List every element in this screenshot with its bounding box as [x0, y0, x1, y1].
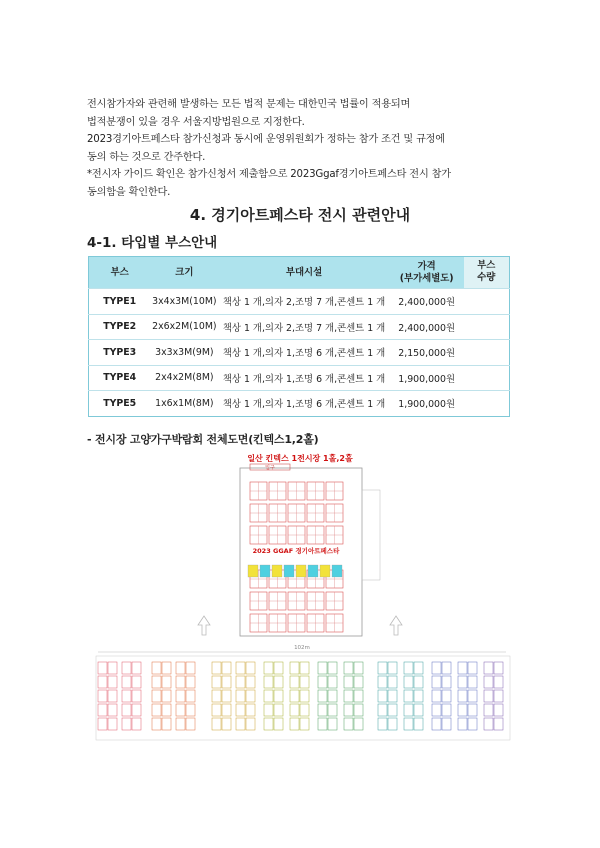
- detail-booth: [468, 718, 477, 730]
- cell-size: 3x3x3M(9M): [150, 340, 218, 366]
- detail-booth: [388, 704, 397, 716]
- detail-booth: [162, 718, 171, 730]
- detail-booth: [328, 690, 337, 702]
- detail-booth: [274, 690, 283, 702]
- table-row: [89, 391, 510, 417]
- festa-booth: [248, 565, 258, 577]
- detail-booth: [274, 676, 283, 688]
- detail-booth: [290, 690, 299, 702]
- table-row: [89, 314, 510, 340]
- detail-booth: [290, 718, 299, 730]
- detail-booth: [122, 662, 131, 674]
- detail-booth: [494, 690, 503, 702]
- detail-booth: [344, 704, 353, 716]
- detail-booth: [318, 704, 327, 716]
- detail-booth: [468, 676, 477, 688]
- detail-booth: [152, 718, 161, 730]
- detail-booth: [264, 676, 273, 688]
- detail-booth: [328, 718, 337, 730]
- detail-booth: [290, 662, 299, 674]
- detail-booth: [458, 718, 467, 730]
- cell-facilities: 책상 1 개,의자 1,조명 6 개,콘센트 1 개: [218, 391, 389, 417]
- cell-qty: [464, 289, 510, 315]
- detail-booth: [354, 704, 363, 716]
- detail-booth: [432, 662, 441, 674]
- detail-booth: [222, 718, 231, 730]
- festa-booth: [284, 565, 294, 577]
- detail-booth: [378, 676, 387, 688]
- detail-booth: [378, 662, 387, 674]
- detail-booth: [468, 690, 477, 702]
- table-header-row: [89, 257, 510, 289]
- subsection-title: 4-1. 타입별 부스안내: [87, 235, 218, 251]
- detail-booth: [212, 718, 221, 730]
- detail-booth: [414, 704, 423, 716]
- detail-booth: [300, 676, 309, 688]
- detail-booth: [108, 662, 117, 674]
- detail-booth: [98, 676, 107, 688]
- hall-label: 일산 킨텍스 1전시장 1홀,2홀: [247, 454, 353, 463]
- detail-booth: [186, 662, 195, 674]
- detail-booth: [354, 676, 363, 688]
- detail-booth: [414, 662, 423, 674]
- col-header-price-line1: 가격: [417, 260, 436, 272]
- festa-booth: [308, 565, 318, 577]
- detail-booth: [98, 690, 107, 702]
- detail-booth: [318, 676, 327, 688]
- detail-booth: [176, 690, 185, 702]
- detail-booth: [162, 704, 171, 716]
- section-title: 4. 경기아트페스타 전시 관련안내: [189, 206, 411, 224]
- detail-booth: [176, 704, 185, 716]
- detail-booth: [236, 676, 245, 688]
- detail-booth: [494, 676, 503, 688]
- detail-booth: [186, 690, 195, 702]
- detail-booth: [246, 718, 255, 730]
- exit-arrow-icon: [198, 616, 210, 635]
- detail-booth: [212, 690, 221, 702]
- cell-facilities: 책상 1 개,의자 1,조명 6 개,콘센트 1 개: [218, 365, 389, 391]
- table-row: [89, 340, 510, 366]
- table-row: [89, 289, 510, 315]
- detail-booth: [108, 690, 117, 702]
- detail-booth: [404, 718, 413, 730]
- detail-booth: [222, 704, 231, 716]
- detail-booth: [328, 704, 337, 716]
- detail-booth: [122, 704, 131, 716]
- col-header-booth: 부스: [89, 257, 151, 289]
- detail-booth: [186, 704, 195, 716]
- intro-line: 전시참가자와 관련해 발생하는 모든 법적 문제는 대한민국 법률이 적용되며: [87, 99, 411, 110]
- width-label: 102m: [294, 645, 310, 651]
- intro-line: 동의함을 확인한다.: [87, 186, 171, 198]
- detail-booth: [108, 718, 117, 730]
- detail-booth: [442, 704, 451, 716]
- cell-facilities: 책상 1 개,의자 2,조명 7 개,콘센트 1 개: [218, 289, 389, 315]
- detail-booth: [328, 676, 337, 688]
- detail-booth: [388, 662, 397, 674]
- detail-booth: [484, 704, 493, 716]
- detail-booth: [484, 718, 493, 730]
- detail-booth: [108, 676, 117, 688]
- detail-booth: [458, 704, 467, 716]
- detail-booth: [344, 662, 353, 674]
- detail-booth: [122, 676, 131, 688]
- cell-size: 1x6x1M(8M): [150, 391, 218, 417]
- detail-booth: [98, 718, 107, 730]
- booth-type-table: [88, 256, 510, 417]
- detail-booth: [404, 676, 413, 688]
- detail-booth: [354, 690, 363, 702]
- detail-booth: [236, 718, 245, 730]
- detail-booth: [404, 662, 413, 674]
- col-header-qty: [464, 257, 510, 289]
- detail-booth: [484, 676, 493, 688]
- detail-booth: [290, 676, 299, 688]
- intro-line: 동의 하는 것으로 간주한다.: [87, 151, 206, 163]
- detail-booth: [264, 704, 273, 716]
- detail-booth: [494, 704, 503, 716]
- detail-booth: [162, 662, 171, 674]
- cell-price: 2,400,000원: [390, 314, 464, 340]
- cell-type: TYPE5: [89, 391, 151, 417]
- cell-price: 2,400,000원: [390, 289, 464, 315]
- detail-booth: [458, 662, 467, 674]
- detail-booth: [404, 690, 413, 702]
- detail-booth: [484, 690, 493, 702]
- detail-booth: [212, 662, 221, 674]
- detail-booth: [458, 690, 467, 702]
- cell-type: TYPE1: [89, 289, 151, 315]
- detail-booth: [132, 704, 141, 716]
- detail-booth: [494, 662, 503, 674]
- detail-booth: [176, 718, 185, 730]
- detail-booth: [328, 662, 337, 674]
- detail-booth: [222, 662, 231, 674]
- festa-booth: [332, 565, 342, 577]
- detail-booth: [378, 704, 387, 716]
- detail-booth: [442, 662, 451, 674]
- detail-booth: [274, 662, 283, 674]
- detail-booth: [236, 662, 245, 674]
- detail-booth: [212, 704, 221, 716]
- detail-booth: [388, 718, 397, 730]
- cell-type: TYPE3: [89, 340, 151, 366]
- detail-booth: [300, 704, 309, 716]
- festa-label: 2023 GGAF 경기아트페스타: [252, 547, 340, 555]
- col-header-price-line2: (부가세별도): [399, 272, 454, 284]
- detail-booth: [132, 718, 141, 730]
- detail-booth: [290, 704, 299, 716]
- detail-booth: [354, 718, 363, 730]
- detail-booth: [162, 690, 171, 702]
- col-header-qty-line1: 부스: [477, 260, 496, 271]
- detail-booth: [186, 676, 195, 688]
- detail-booth: [246, 676, 255, 688]
- detail-booth: [414, 676, 423, 688]
- col-header-size: 크기: [150, 257, 218, 289]
- detail-booth: [404, 704, 413, 716]
- cell-qty: [464, 365, 510, 391]
- detail-booth: [98, 662, 107, 674]
- detail-booth: [236, 704, 245, 716]
- detail-booth: [318, 718, 327, 730]
- detail-booth: [152, 690, 161, 702]
- floor-plan-title: - 전시장 고양가구박람회 전체도면(킨텍스1,2홀): [87, 433, 319, 446]
- detail-booth: [236, 690, 245, 702]
- cell-price: 1,900,000원: [390, 391, 464, 417]
- cell-type: TYPE4: [89, 365, 151, 391]
- exit-arrow-icon: [390, 616, 402, 635]
- detail-booth: [132, 676, 141, 688]
- detail-booth: [432, 704, 441, 716]
- col-header-qty-line2: 수량: [477, 272, 496, 283]
- cell-facilities: 책상 1 개,의자 1,조명 6 개,콘센트 1 개: [218, 340, 389, 366]
- detail-booth: [468, 662, 477, 674]
- detail-booth: [344, 690, 353, 702]
- festa-booth: [260, 565, 270, 577]
- detail-booth: [108, 704, 117, 716]
- intro-line: 법적분쟁이 있을 경우 서울지방법원으로 지정한다.: [87, 116, 305, 128]
- detail-booth: [246, 690, 255, 702]
- detail-booth: [122, 690, 131, 702]
- detail-booth: [274, 718, 283, 730]
- cell-size: 3x4x3M(10M): [150, 289, 218, 315]
- detail-booth: [442, 690, 451, 702]
- detail-booth: [468, 704, 477, 716]
- detail-booth: [300, 662, 309, 674]
- cell-facilities: 책상 1 개,의자 2,조명 7 개,콘센트 1 개: [218, 314, 389, 340]
- detail-booth: [152, 704, 161, 716]
- detail-booth: [176, 662, 185, 674]
- detail-booth: [132, 662, 141, 674]
- entrance-label: 입구: [265, 465, 275, 471]
- detail-booth: [264, 690, 273, 702]
- detail-booth: [264, 718, 273, 730]
- detail-booth: [378, 690, 387, 702]
- detail-booth: [222, 690, 231, 702]
- col-header-price: [390, 257, 464, 289]
- cell-qty: [464, 314, 510, 340]
- detail-booth: [162, 676, 171, 688]
- intro-line: 2023경기아트페스타 참가신청과 동시에 운영위원회가 정하는 참가 조건 및 규정에: [87, 134, 445, 146]
- detail-booth: [344, 676, 353, 688]
- festa-booth: [272, 565, 282, 577]
- festa-booth: [320, 565, 330, 577]
- detail-booth: [318, 690, 327, 702]
- detail-booth: [414, 690, 423, 702]
- detail-booth: [176, 676, 185, 688]
- detail-booth: [432, 718, 441, 730]
- detail-booth: [300, 718, 309, 730]
- detail-booth: [122, 718, 131, 730]
- cell-size: 2x4x2M(8M): [150, 365, 218, 391]
- detail-booth: [152, 676, 161, 688]
- cell-price: 1,900,000원: [390, 365, 464, 391]
- floor-plan: [0, 450, 600, 750]
- table-row: [89, 365, 510, 391]
- hall-annex: [362, 490, 380, 580]
- detail-booth: [442, 718, 451, 730]
- detail-booth: [378, 718, 387, 730]
- detail-booth: [442, 676, 451, 688]
- cell-price: 2,150,000원: [390, 340, 464, 366]
- cell-qty: [464, 340, 510, 366]
- detail-booth: [432, 690, 441, 702]
- detail-booth: [274, 704, 283, 716]
- cell-qty: [464, 391, 510, 417]
- detail-booth: [388, 690, 397, 702]
- detail-booth: [494, 718, 503, 730]
- detail-booth: [414, 718, 423, 730]
- detail-booth: [300, 690, 309, 702]
- detail-booth: [152, 662, 161, 674]
- intro-line: *전시자 가이드 확인은 참가신청서 제출함으로 2023Ggaf경기아트페스타 전시 참가: [87, 169, 451, 181]
- cell-size: 2x6x2M(10M): [150, 314, 218, 340]
- cell-type: TYPE2: [89, 314, 151, 340]
- festa-booth: [296, 565, 306, 577]
- detail-booth: [246, 704, 255, 716]
- detail-booth: [264, 662, 273, 674]
- detail-booth: [212, 676, 221, 688]
- detail-booth: [98, 704, 107, 716]
- col-header-facilities: 부대시설: [218, 257, 389, 289]
- detail-booth: [318, 662, 327, 674]
- detail-booth: [458, 676, 467, 688]
- detail-booth: [222, 676, 231, 688]
- detail-booth: [354, 662, 363, 674]
- detail-booth: [246, 662, 255, 674]
- detail-booth: [186, 718, 195, 730]
- detail-booth: [432, 676, 441, 688]
- detail-booth: [344, 718, 353, 730]
- detail-booth: [484, 662, 493, 674]
- intro-paragraph: [87, 96, 517, 202]
- detail-booth: [132, 690, 141, 702]
- detail-booth: [388, 676, 397, 688]
